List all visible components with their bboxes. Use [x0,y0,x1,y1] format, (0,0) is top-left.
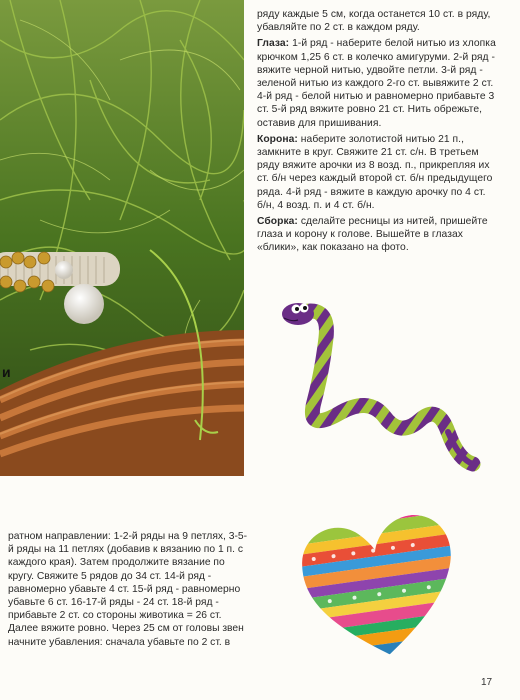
instructions-left-column [8,530,248,649]
cartoon-snake-illustration [268,292,483,482]
paragraph-eyes [257,37,497,129]
eyes-text: 1-й ряд - наберите белой нитью из хлопка крючком 1,25 6 ст. в колечко амигуруми. 2-й ряд - вяжите черной нитью, удвойте петли. 3-й ряд - зеленой нитью из каждого 2-го ст. вывяжите 2 ст. 4-й ряд - белой нитью и равномерно прибавьте 3 ст. 5-й ряд вяжите ровно 21 ст. Нить обрежьте, оставив для пришивания. [257,38,496,129]
eyes-heading: Глаза: [257,38,290,50]
photo-snake-in-basket [0,0,244,476]
paragraph-body-knitting: ратном направлении: 1-2-й ряды на 9 петлях, 3-5-й ряды на 11 петлях (добавив к вязанию по 1 п. с каждого края). Затем продолжите вязание по кругу. Свяжите 5 рядов до 34 ст. 14-й ряд - равномерно убавьте 4 ст. 15-й ряд - равномерно убавьте 6 ст. 16-17-й ряды - 24 ст. 18-й ряд - прибавьте 2 ст. со стороны животика = 26 ст. Далее вяжите ровно. Через 25 см от головы звен начните убавления: сначала убавьте по 2 ст. в [8,531,248,648]
crown-text: наберите золотистой нитью 21 п., замкните в круг. Свяжите 21 ст. с/н. В третьем ряду вяжите арочки из 8 возд. п., прикрепляя их ст. б/н через каждый второй ст. б/н предыдущего ряда. 4-й ряд - вяжите в каждую арочку по 4 ст. б/н, 4 возд. п. и 4 ст. б/н. [257,133,493,211]
assembly-heading: Сборка: [257,216,298,228]
paragraph-decrease: ряду каждые 5 см, когда останется 10 ст. в ряду, убавляйте по 2 ст. в каждом ряду. [257,9,491,34]
page-number: 17 [481,677,493,688]
paragraph-assembly [257,215,497,255]
assembly-text: сделайте ресницы из нитей, пришейте глаза и корону к голове. Вышейте в глазах «блики», как показано на фото. [257,216,488,254]
instructions-right-column [257,8,497,258]
paragraph-crown [257,133,497,212]
striped-heart-illustration [298,510,463,660]
crown-heading: Корона: [257,133,298,145]
photo-edge-letter: и [2,364,11,380]
